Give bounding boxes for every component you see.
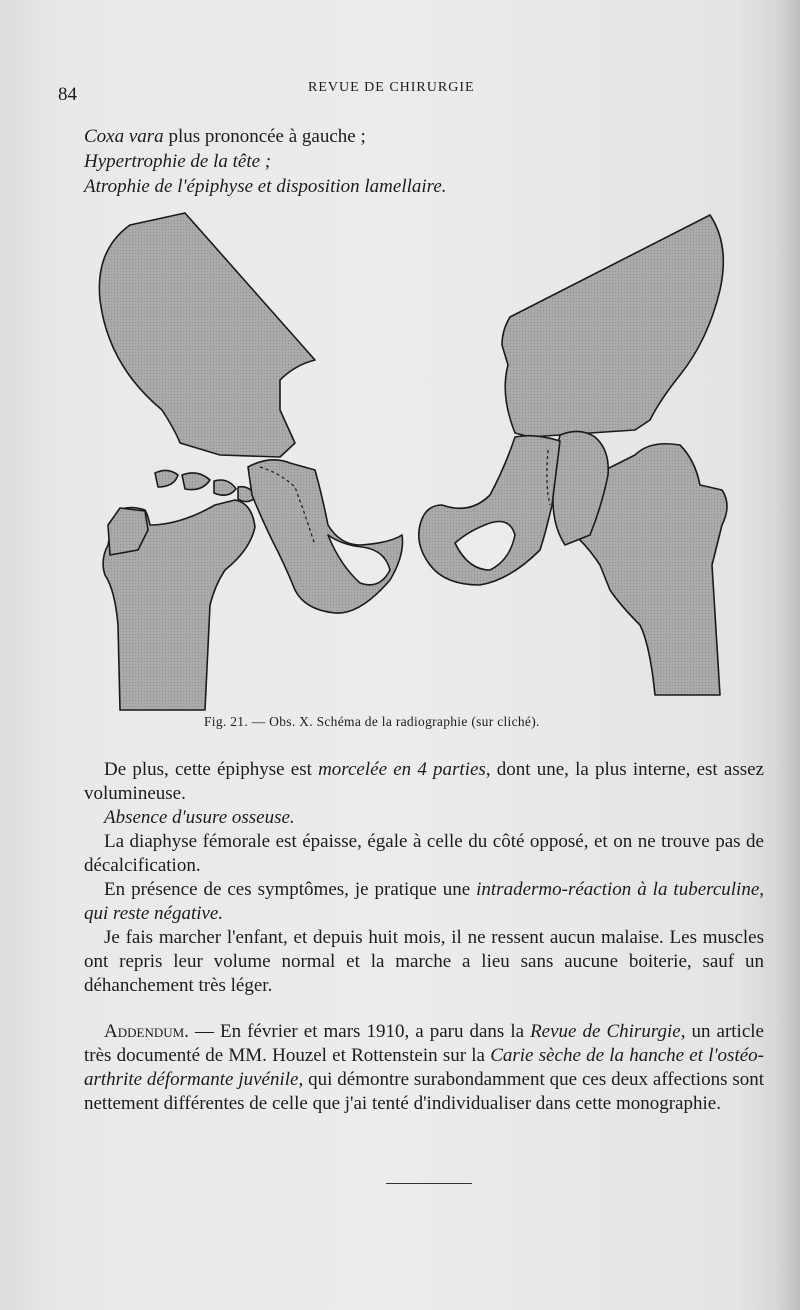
page-edge xyxy=(778,0,800,1310)
addendum-text-a: — En février et mars 1910, a paru dans la xyxy=(188,1021,531,1042)
paragraph-addendum xyxy=(84,1020,764,1116)
running-head: REVUE DE CHIRURGIE xyxy=(308,80,475,95)
addendum-article-title: Carie sèche de la hanche et l'ostéo-arthrite déformante juvénile xyxy=(84,1045,764,1090)
right-ilium xyxy=(502,215,723,437)
paragraph-marche: Je fais marcher l'enfant, et depuis huit mois, il ne ressent aucun malaise. Les muscles ont repris leur volume normal et la marche a lieu sans aucune boiterie, sauf un déhanchement très léger. xyxy=(84,927,764,996)
page-header xyxy=(58,80,698,106)
intro-list xyxy=(84,124,724,199)
intro-line-1 xyxy=(84,124,724,149)
left-ilium xyxy=(99,213,315,457)
paragraph-diaphyse: La diaphyse fémorale est épaisse, égale à celle du côté opposé, et on ne trouve pas de décalcification. xyxy=(84,831,764,876)
paragraph-intradermo xyxy=(84,878,764,926)
p4-text-a: En présence de ces symptômes, je pratique une xyxy=(104,879,477,900)
left-epiphysis-fragment-1 xyxy=(155,470,178,487)
hip-radiograph-schema xyxy=(90,205,740,715)
p1-text-a: De plus, cette épiphyse est xyxy=(104,759,319,780)
intro-line-2: Hypertrophie de la tête ; xyxy=(84,151,272,172)
coxa-vara-term: Coxa vara xyxy=(84,126,164,147)
body-text xyxy=(84,758,764,1116)
page-number: 84 xyxy=(58,84,77,105)
left-epiphysis-fragment-2 xyxy=(182,473,210,490)
left-ischium xyxy=(248,460,403,613)
addendum-text-b: , un article très documenté de MM. Houzel et Rottenstein sur la xyxy=(84,1021,764,1066)
paragraph-usure xyxy=(84,806,764,830)
intro-line-1-rest: plus prononcée à gauche ; xyxy=(163,126,366,147)
paragraph-epiphysis xyxy=(84,758,764,806)
left-epiphysis-fragment-3 xyxy=(214,480,236,495)
figure-caption: Fig. 21. — Obs. X. Schéma de la radiographie (sur cliché). xyxy=(204,714,540,729)
p1-italic: morcelée en 4 parties xyxy=(318,759,486,780)
p2-italic: Absence d'usure osseuse. xyxy=(104,807,295,828)
p4-italic: intradermo-réaction à la tuberculine, qui reste négative. xyxy=(84,879,764,924)
end-rule xyxy=(386,1183,472,1184)
intro-line-3: Atrophie de l'épiphyse et disposition lamellaire. xyxy=(84,176,447,197)
addendum-text-c: , qui démontre surabondamment que ces deux affections sont nettement différentes de celle que j'ai tenté d'individualiser dans cette monographie. xyxy=(84,1069,765,1114)
addendum-label: Addendum. xyxy=(104,1021,189,1042)
addendum-journal: Revue de Chirurgie xyxy=(530,1021,681,1042)
p1-text-b: , dont une, la plus interne, est assez volumineuse. xyxy=(84,759,764,804)
